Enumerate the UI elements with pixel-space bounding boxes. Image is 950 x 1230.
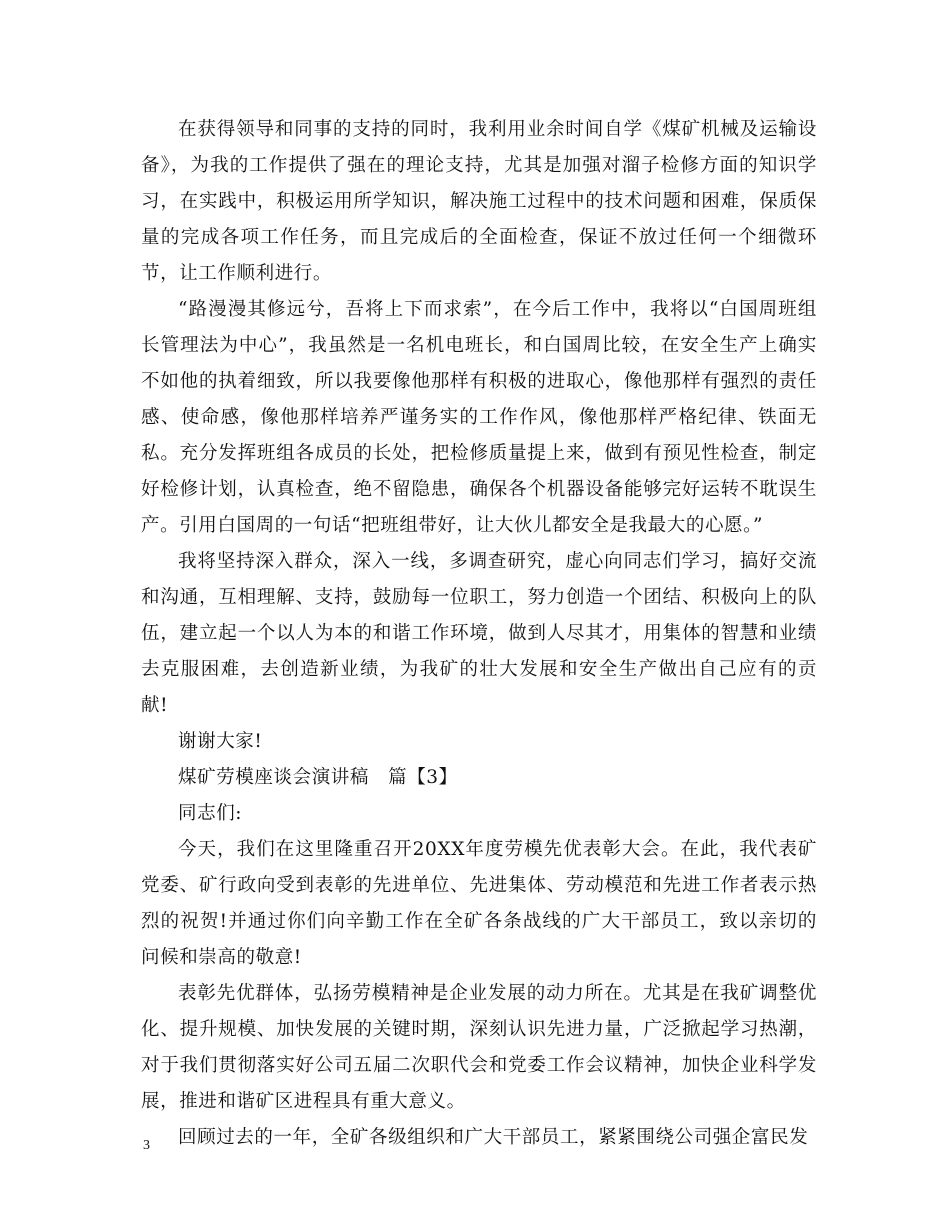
paragraph-bai-guozhou: “路漫漫其修远兮，吾将上下而求索”，在今后工作中，我将以“白国周班组长管理法为中心”，我虽然是一名机电班长，和白国周比较，在安全生产上确实不如他的执着细致，所以我要像他那样有积极的进取心，像他那样有强烈的责任感、使命感，像他那样培养严谨务实的工作作风，像他那样严格纪律、铁面无私。充分发挥班组各成员的长处，把检修质量提上来，做到有预见性检查，制定好检修计划，认真检查，绝不留隐患，确保各个机器设备能够完好运转不耽误生产。引用白国周的一句话“把班组带好，让大伙儿都安全是我最大的心愿。”: [141, 299, 817, 536]
thanks-line: 谢谢大家!: [178, 731, 263, 752]
paragraph-review: 回顾过去的一年，全矿各级组织和广大干部员工，紧紧围绕公司强企富民发: [178, 1127, 809, 1148]
paragraph-commitment: 我将坚持深入群众，深入一线，多调查研究，虚心向同志们学习，搞好交流和沟通，互相理解、支持，鼓励每一位职工，努力创造一个团结、积极向上的队伍，建立起一个以人为本的和谐工作环境，做到人尽其才，用集体的智慧和业绩去克服困难，去创造新业绩，为我矿的壮大发展和安全生产做出自己应有的贡献!: [141, 551, 817, 716]
paragraph-self-study: 在获得领导和同事的支持的同时，我利用业余时间自学《煤矿机械及运输设备》，为我的工作提供了强在的理论支持，尤其是加强对溜子检修方面的知识学习，在实践中，积极运用所学知识，解决施工过程中的技术问题和困难，保质保量的完成各项工作任务，而且完成后的全面检查，保证不放过任何一个细微环节，让工作顺利进行。: [141, 119, 817, 284]
section-heading: 煤矿劳模座谈会演讲稿 篇【3】: [178, 767, 458, 788]
paragraph-model-spirit: 表彰先优群体，弘扬劳模精神是企业发展的动力所在。尤其是在我矿调整优化、提升规模、加快发展的关键时期，深刻认识先进力量，广泛掀起学习热潮，对于我们贯彻落实好公司五届二次职代会和党委工作会议精神，加快企业科学发展，推进和谐矿区进程具有重大意义。: [141, 983, 817, 1112]
paragraph-award-meeting: 今天，我们在这里隆重召开20XX年度劳模先优表彰大会。在此，我代表矿党委、矿行政向受到表彰的先进单位、先进集体、劳动模范和先进工作者表示热烈的祝贺!并通过你们向辛勤工作在全矿各条战线的广大干部员工，致以亲切的问候和崇高的敬意!: [141, 839, 817, 968]
salutation: 同志们:: [178, 803, 243, 824]
page-number: 3: [143, 1138, 150, 1153]
document-body: [141, 112, 817, 1156]
